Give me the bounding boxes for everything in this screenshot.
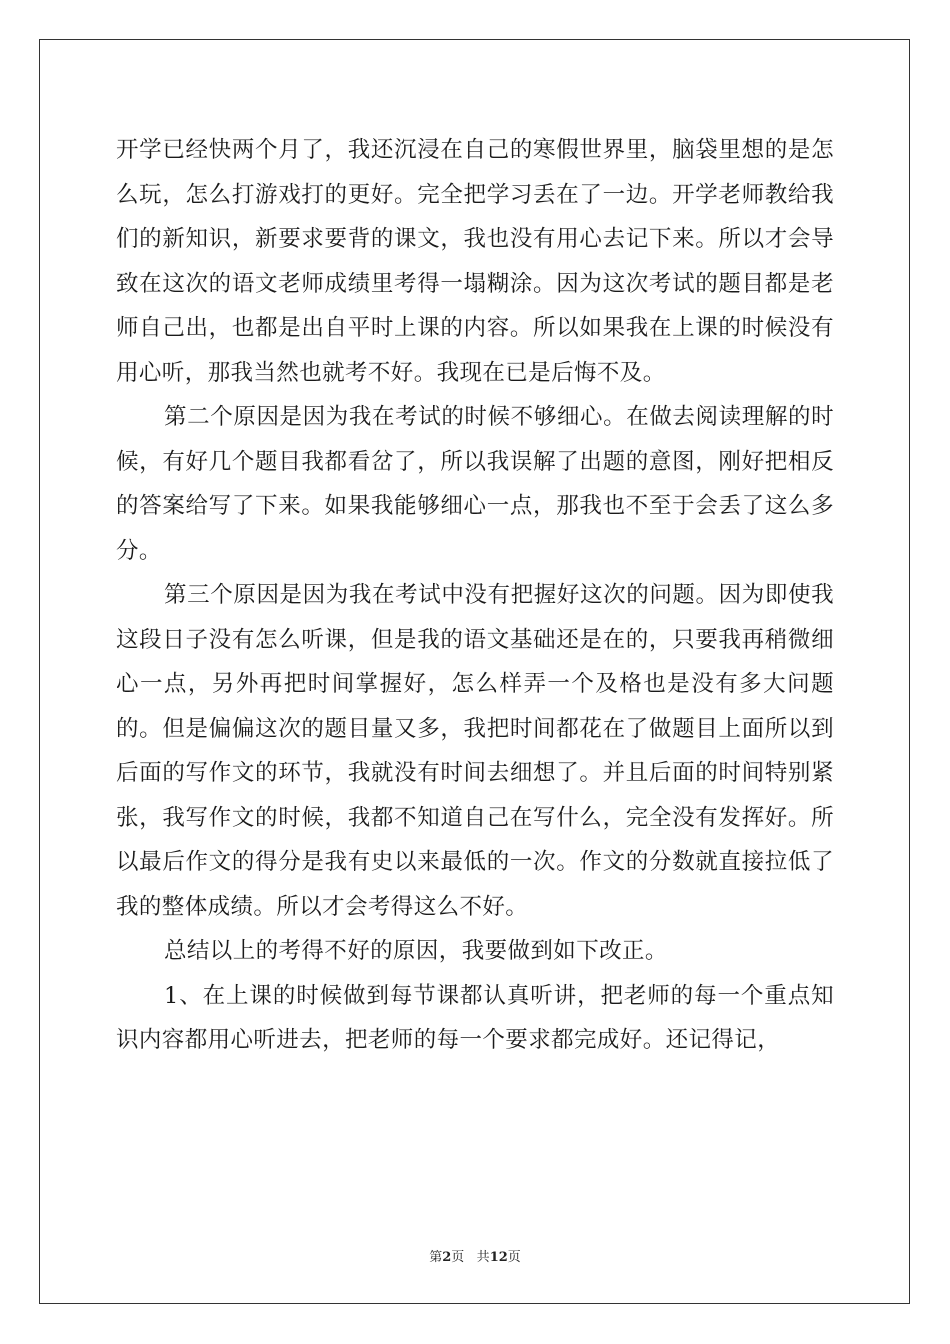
page-prefix: 第 [429, 1250, 443, 1265]
page-number: 2 [442, 1250, 452, 1265]
paragraph-2: 第二个原因是因为我在考试的时候不够细心。在做去阅读理解的时候，有好几个题目我都看岔了，所以我误解了出题的意图，刚好把相反的答案给写了下来。如果我能够细心一点，那我也不至于会丢了这么多分。 [116, 404, 834, 564]
total-suffix: 页 [507, 1250, 521, 1265]
total-pages: 12 [489, 1250, 508, 1265]
page-suffix: 页 [451, 1250, 465, 1265]
total-prefix: 共 [476, 1250, 490, 1265]
paragraph-5: 1、在上课的时候做到每节课都认真听讲，把老师的每一个重点知识内容都用心听进去，把老师的每一个要求都完成好。还记得记， [116, 982, 834, 1053]
paragraph-4: 总结以上的考得不好的原因，我要做到如下改正。 [164, 938, 668, 964]
page-footer [0, 1249, 950, 1267]
paragraph-3: 第三个原因是因为我在考试中没有把握好这次的问题。因为即使我这段日子没有怎么听课，但是我的语文基础还是在的，只要我再稍微细心一点，另外再把时间掌握好，怎么样弄一个及格也是没有多大问题的。但是偏偏这次的题目量又多，我把时间都花在了做题目上面所以到后面的写作文的环节，我就没有时间去细想了。并且后面的时间特别紧张，我写作文的时候，我都不知道自己在写什么，完全没有发挥好。所以最后作文的得分是我有史以来最低的一次。作文的分数就直接拉低了我的整体成绩。所以才会考得这么不好。 [116, 582, 834, 920]
document-body [116, 128, 834, 1063]
paragraph-1: 开学已经快两个月了，我还沉浸在自己的寒假世界里，脑袋里想的是怎么玩，怎么打游戏打的更好。完全把学习丢在了一边。开学老师教给我们的新知识，新要求要背的课文，我也没有用心去记下来。所以才会导致在这次的语文老师成绩里考得一塌糊涂。因为这次考试的题目都是老师自己出，也都是出自平时上课的内容。所以如果我在上课的时候没有用心听，那我当然也就考不好。我现在已是后悔不及。 [116, 137, 834, 386]
